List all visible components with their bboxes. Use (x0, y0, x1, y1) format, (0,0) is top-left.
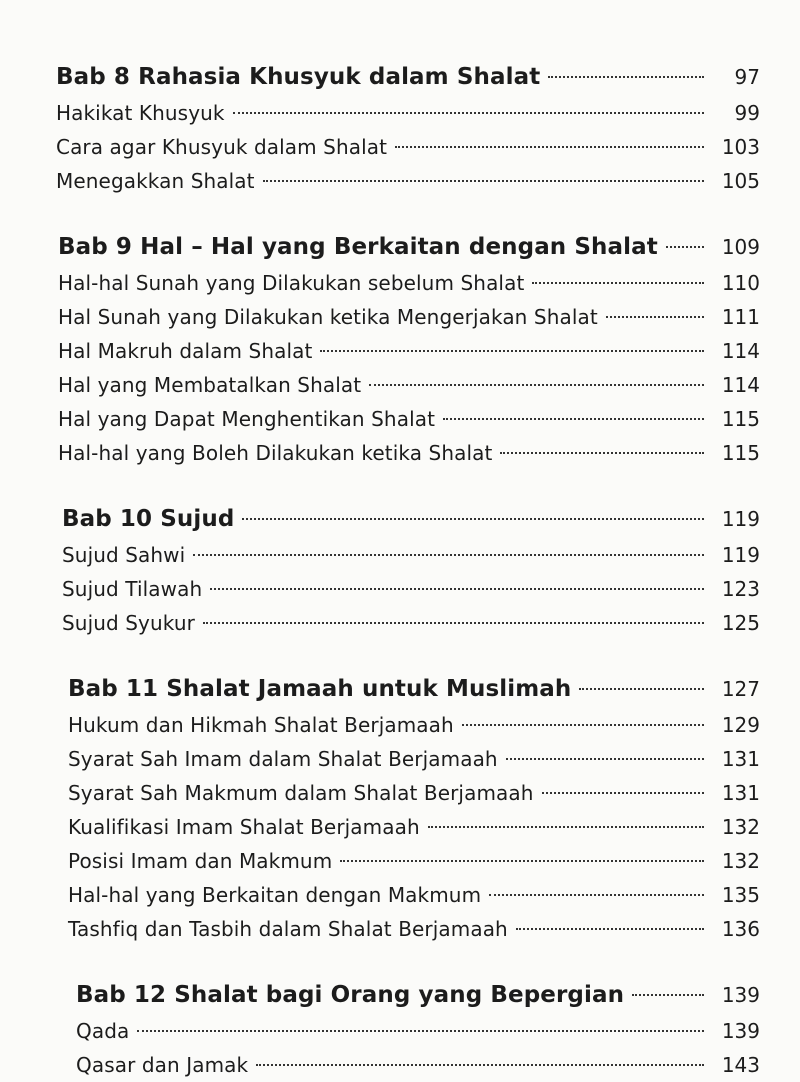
page-number: 105 (721, 169, 760, 193)
toc-entry (56, 164, 760, 198)
leader-dots (263, 180, 704, 182)
chapter-12 (76, 976, 760, 1082)
leader-dots (532, 282, 704, 284)
entry-title: Hukum dan Hikmah Shalat Berjamaah (68, 713, 454, 737)
chapter-title: Bab 11 Shalat Jamaah untuk Muslimah (68, 676, 572, 702)
page-number: 115 (721, 407, 760, 431)
page-number: 123 (721, 577, 760, 601)
entry-title: Posisi Imam dan Makmum (68, 849, 333, 873)
leader-dots (320, 350, 704, 352)
entry-title: Hal yang Dapat Menghentikan Shalat (58, 407, 436, 431)
leader-dots (340, 860, 704, 862)
chapter-10 (62, 500, 760, 640)
toc-entry (68, 776, 760, 810)
page-number: 132 (721, 849, 760, 873)
chapter-11 (68, 670, 760, 946)
entry-title: Syarat Sah Makmum dalam Shalat Berjamaah (68, 781, 534, 805)
page-number: 129 (721, 713, 760, 737)
entry-title: Cara agar Khusyuk dalam Shalat (56, 135, 388, 159)
toc-entry (62, 572, 760, 606)
toc-entry (56, 96, 760, 130)
entry-title: Hal-hal yang Boleh Dilakukan ketika Shalat (58, 441, 493, 465)
page-number: 127 (721, 677, 760, 701)
leader-dots (428, 826, 704, 828)
leader-dots (137, 1030, 704, 1032)
entry-title: Tashfiq dan Tasbih dalam Shalat Berjamaah (68, 917, 508, 941)
leader-dots (233, 112, 704, 114)
page-number: 99 (734, 101, 760, 125)
page-number: 119 (721, 507, 760, 531)
leader-dots (210, 588, 704, 590)
toc-entry (68, 878, 760, 912)
chapter-title: Bab 10 Sujud (62, 506, 235, 532)
chapter-9 (58, 228, 760, 470)
page-number: 110 (721, 271, 760, 295)
leader-dots (516, 928, 704, 930)
toc-entry (58, 266, 760, 300)
entry-title: Sujud Sahwi (62, 543, 186, 567)
toc-entry (58, 300, 760, 334)
leader-dots (500, 452, 704, 454)
page-number: 115 (721, 441, 760, 465)
chapter-heading (56, 58, 760, 96)
page-number: 139 (721, 1019, 760, 1043)
leader-dots (632, 994, 704, 996)
toc-entry (62, 538, 760, 572)
page-number: 143 (721, 1053, 760, 1077)
chapter-8 (56, 58, 760, 198)
page-number: 114 (721, 373, 760, 397)
page-number: 139 (721, 983, 760, 1007)
toc-entry (68, 810, 760, 844)
chapter-title: Bab 9 Hal – Hal yang Berkaitan dengan Shalat (58, 234, 658, 260)
page-number: 109 (721, 235, 760, 259)
entry-title: Sujud Tilawah (62, 577, 203, 601)
chapter-heading (76, 976, 760, 1014)
page-number: 111 (721, 305, 760, 329)
chapter-heading (68, 670, 760, 708)
chapter-title: Bab 8 Rahasia Khusyuk dalam Shalat (56, 64, 541, 90)
entry-title: Hal Makruh dalam Shalat (58, 339, 313, 363)
page-number: 136 (721, 917, 760, 941)
page-number: 103 (721, 135, 760, 159)
toc-entry (68, 844, 760, 878)
chapter-heading (58, 228, 760, 266)
leader-dots (443, 418, 704, 420)
leader-dots (506, 758, 704, 760)
leader-dots (242, 518, 704, 520)
entry-title: Qada (76, 1019, 130, 1043)
page-number: 135 (721, 883, 760, 907)
leader-dots (606, 316, 704, 318)
entry-title: Kualifikasi Imam Shalat Berjamaah (68, 815, 420, 839)
leader-dots (203, 622, 704, 624)
chapter-heading (62, 500, 760, 538)
entry-title: Sujud Syukur (62, 611, 195, 635)
entry-title: Hal-hal yang Berkaitan dengan Makmum (68, 883, 482, 907)
entry-title: Qasar dan Jamak (76, 1053, 249, 1077)
page-number: 97 (734, 65, 760, 89)
toc-entry (58, 368, 760, 402)
page-number: 131 (721, 747, 760, 771)
entry-title: Hakikat Khusyuk (56, 101, 225, 125)
entry-title: Hal Sunah yang Dilakukan ketika Mengerjakan Shalat (58, 305, 598, 329)
toc-entry (68, 708, 760, 742)
page-number: 119 (721, 543, 760, 567)
entry-title: Hal yang Membatalkan Shalat (58, 373, 362, 397)
toc-entry (58, 334, 760, 368)
toc-entry (68, 742, 760, 776)
page-number: 114 (721, 339, 760, 363)
toc-entry (56, 130, 760, 164)
leader-dots (666, 246, 704, 248)
toc-entry (68, 912, 760, 946)
entry-title: Syarat Sah Imam dalam Shalat Berjamaah (68, 747, 498, 771)
page-number: 125 (721, 611, 760, 635)
leader-dots (256, 1064, 704, 1066)
chapter-title: Bab 12 Shalat bagi Orang yang Bepergian (76, 982, 625, 1008)
leader-dots (462, 724, 704, 726)
toc-entry (58, 436, 760, 470)
leader-dots (193, 554, 704, 556)
leader-dots (369, 384, 704, 386)
page-number: 131 (721, 781, 760, 805)
leader-dots (489, 894, 704, 896)
entry-title: Hal-hal Sunah yang Dilakukan sebelum Shalat (58, 271, 525, 295)
entry-title: Menegakkan Shalat (56, 169, 255, 193)
page-number: 132 (721, 815, 760, 839)
leader-dots (548, 76, 704, 78)
leader-dots (395, 146, 704, 148)
toc-entry (76, 1014, 760, 1048)
toc-entry (58, 402, 760, 436)
leader-dots (579, 688, 704, 690)
leader-dots (542, 792, 704, 794)
toc-entry (76, 1048, 760, 1082)
toc-entry (62, 606, 760, 640)
